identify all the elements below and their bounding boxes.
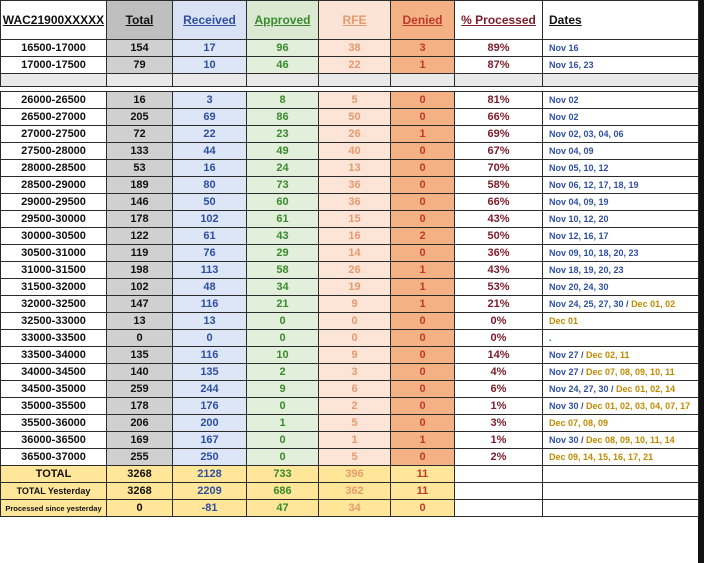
cell-processed[interactable]: 53% (455, 279, 543, 296)
cell-range[interactable]: 30500-31000 (1, 245, 107, 262)
table-row (1, 296, 699, 313)
summary-approved[interactable]: 733 (247, 466, 319, 483)
cell-approved[interactable]: 29 (247, 245, 319, 262)
summary-denied[interactable]: 11 (391, 483, 455, 500)
cell-dates[interactable] (543, 57, 699, 74)
table-row (1, 398, 699, 415)
dates-nov: Nov 09, 10, 18, 20, 23 (549, 247, 639, 258)
cell-range[interactable]: 31000-31500 (1, 262, 107, 279)
cell-received[interactable]: 167 (173, 432, 247, 449)
dates-nov: Nov 02 (549, 111, 579, 122)
cell-dates[interactable] (543, 296, 699, 313)
header-approved[interactable]: Approved (247, 1, 319, 40)
cell-denied[interactable]: 0 (391, 92, 455, 109)
dates-nov: Nov 16 (549, 42, 579, 53)
dates-dec: Dec 09, 14, 15, 16, 17, 21 (549, 451, 654, 462)
table-row (1, 313, 699, 330)
cell-dates[interactable] (543, 381, 699, 398)
cell-dates[interactable] (543, 449, 699, 466)
cell-rfe[interactable]: 16 (319, 228, 391, 245)
cell-rfe[interactable]: 14 (319, 245, 391, 262)
dates-nov: Nov 27 / (549, 349, 587, 360)
blank-row (1, 74, 699, 87)
cell-rfe[interactable]: 9 (319, 296, 391, 313)
cell-processed[interactable]: 43% (455, 262, 543, 279)
cell-approved[interactable]: 96 (247, 40, 319, 57)
cell-total[interactable]: 154 (107, 40, 173, 57)
cell-received[interactable]: 113 (173, 262, 247, 279)
cell-dates[interactable] (543, 177, 699, 194)
cell-received[interactable]: 13 (173, 313, 247, 330)
cell-processed[interactable]: 14% (455, 347, 543, 364)
cell-approved[interactable]: 2 (247, 364, 319, 381)
cell-received[interactable]: 116 (173, 296, 247, 313)
cell-received[interactable]: 116 (173, 347, 247, 364)
cell-approved[interactable]: 49 (247, 143, 319, 160)
cell-dates[interactable] (543, 347, 699, 364)
cell-range[interactable]: 34500-35000 (1, 381, 107, 398)
table-row (1, 449, 699, 466)
cell-rfe[interactable]: 13 (319, 160, 391, 177)
cell-processed[interactable]: 1% (455, 432, 543, 449)
cell-dates[interactable] (543, 143, 699, 160)
cell-denied[interactable]: 1 (391, 279, 455, 296)
summary-empty (455, 500, 543, 517)
cell-rfe[interactable]: 5 (319, 449, 391, 466)
summary-empty (543, 483, 699, 500)
cell-total[interactable]: 140 (107, 364, 173, 381)
cell-dates[interactable] (543, 109, 699, 126)
dates-nov: Nov 05, 10, 12 (549, 162, 609, 173)
cell-range[interactable]: 29500-30000 (1, 211, 107, 228)
cell-range[interactable]: 36000-36500 (1, 432, 107, 449)
cell-range[interactable]: 32500-33000 (1, 313, 107, 330)
cell-rfe[interactable]: 19 (319, 279, 391, 296)
cell-approved[interactable]: 58 (247, 262, 319, 279)
cell-range[interactable]: 33000-33500 (1, 330, 107, 347)
dates-dec: Dec 02, 11 (586, 349, 630, 360)
cell-total[interactable]: 146 (107, 194, 173, 211)
cell-received[interactable]: 3 (173, 92, 247, 109)
cell-total[interactable]: 178 (107, 398, 173, 415)
cell-denied[interactable]: 1 (391, 432, 455, 449)
cell-received[interactable]: 48 (173, 279, 247, 296)
cell-approved[interactable]: 86 (247, 109, 319, 126)
cell-denied[interactable]: 0 (391, 194, 455, 211)
cell-dates[interactable] (543, 92, 699, 109)
cell-denied[interactable]: 0 (391, 109, 455, 126)
cell-dates[interactable] (543, 211, 699, 228)
summary-label[interactable]: TOTAL (1, 466, 107, 483)
cell-rfe[interactable]: 3 (319, 364, 391, 381)
cell-rfe[interactable]: 1 (319, 432, 391, 449)
cell-range[interactable]: 35000-35500 (1, 398, 107, 415)
cell-rfe[interactable]: 15 (319, 211, 391, 228)
summary-total[interactable]: 0 (107, 500, 173, 517)
cell-total[interactable]: 205 (107, 109, 173, 126)
summary-empty (543, 500, 699, 517)
table-row (1, 364, 699, 381)
cell-denied[interactable]: 0 (391, 381, 455, 398)
cell-denied[interactable]: 0 (391, 398, 455, 415)
cell-total[interactable]: 102 (107, 279, 173, 296)
empty-cell (543, 74, 699, 87)
cell-rfe[interactable]: 36 (319, 177, 391, 194)
summary-label[interactable]: TOTAL Yesterday (1, 483, 107, 500)
cell-received[interactable]: 244 (173, 381, 247, 398)
cell-dates[interactable] (543, 126, 699, 143)
cell-approved[interactable]: 24 (247, 160, 319, 177)
cell-approved[interactable]: 43 (247, 228, 319, 245)
cell-total[interactable]: 206 (107, 415, 173, 432)
cell-processed[interactable]: 66% (455, 109, 543, 126)
dates-nov: Nov 24, 27, 30 / (549, 383, 617, 394)
dates-nov: Nov 16, 23 (549, 59, 594, 70)
empty-cell (455, 74, 543, 87)
dates-dec: Dec 01, 02, 14 (616, 383, 676, 394)
dates-nov: Nov 02, 03, 04, 06 (549, 128, 624, 139)
header-row (1, 1, 699, 40)
cell-denied[interactable]: 2 (391, 228, 455, 245)
summary-received[interactable]: 2128 (173, 466, 247, 483)
cell-range[interactable]: 33500-34000 (1, 347, 107, 364)
dates-nov: Nov 30 / (549, 400, 587, 411)
cell-total[interactable]: 135 (107, 347, 173, 364)
cell-dates[interactable] (543, 160, 699, 177)
cell-received[interactable]: 135 (173, 364, 247, 381)
cell-range[interactable]: 29000-29500 (1, 194, 107, 211)
cell-rfe[interactable]: 36 (319, 194, 391, 211)
cell-range[interactable]: 27000-27500 (1, 126, 107, 143)
cell-total[interactable]: 79 (107, 57, 173, 74)
cell-total[interactable]: 13 (107, 313, 173, 330)
summary-empty (455, 466, 543, 483)
cell-dates[interactable] (543, 279, 699, 296)
cell-approved[interactable]: 0 (247, 432, 319, 449)
cell-total[interactable]: 122 (107, 228, 173, 245)
table-row (1, 211, 699, 228)
cell-approved[interactable]: 0 (247, 313, 319, 330)
cell-denied[interactable]: 0 (391, 245, 455, 262)
cell-range[interactable]: 17000-17500 (1, 57, 107, 74)
cell-rfe[interactable]: 38 (319, 40, 391, 57)
table-row (1, 40, 699, 57)
summary-rfe[interactable]: 362 (319, 483, 391, 500)
cell-approved[interactable]: 60 (247, 194, 319, 211)
cell-approved[interactable]: 0 (247, 398, 319, 415)
cell-total[interactable]: 72 (107, 126, 173, 143)
empty-cell (173, 74, 247, 87)
cell-processed[interactable]: 0% (455, 313, 543, 330)
cell-processed[interactable]: 50% (455, 228, 543, 245)
cell-range[interactable]: 28500-29000 (1, 177, 107, 194)
header-rfe[interactable]: RFE (319, 1, 391, 40)
cell-dates[interactable] (543, 364, 699, 381)
cell-total[interactable]: 169 (107, 432, 173, 449)
table-row (1, 330, 699, 347)
cell-total[interactable]: 147 (107, 296, 173, 313)
cell-approved[interactable]: 61 (247, 211, 319, 228)
cell-range[interactable]: 27500-28000 (1, 143, 107, 160)
cell-range[interactable]: 34000-34500 (1, 364, 107, 381)
empty-cell (1, 74, 107, 87)
cell-denied[interactable]: 1 (391, 126, 455, 143)
cell-received[interactable]: 250 (173, 449, 247, 466)
summary-rfe[interactable]: 396 (319, 466, 391, 483)
cell-range[interactable]: 35500-36000 (1, 415, 107, 432)
dates-nov: Nov 30 / (549, 434, 587, 445)
cell-rfe[interactable]: 5 (319, 92, 391, 109)
summary-total[interactable]: 3268 (107, 466, 173, 483)
cell-total[interactable]: 53 (107, 160, 173, 177)
cell-processed[interactable]: 4% (455, 364, 543, 381)
cell-processed[interactable]: 58% (455, 177, 543, 194)
cell-processed[interactable]: 89% (455, 40, 543, 57)
dates-dec: Dec 07, 08, 09, 10, 11 (586, 366, 675, 377)
dates-nov: Nov 06, 12, 17, 18, 19 (549, 179, 639, 190)
cell-denied[interactable]: 0 (391, 211, 455, 228)
cell-range[interactable]: 36500-37000 (1, 449, 107, 466)
table-row (1, 177, 699, 194)
empty-cell (319, 74, 391, 87)
cell-denied[interactable]: 1 (391, 296, 455, 313)
table-row (1, 92, 699, 109)
dates-dec: Dec 01, 02 (631, 298, 676, 309)
cell-rfe[interactable]: 9 (319, 347, 391, 364)
cell-rfe[interactable]: 2 (319, 398, 391, 415)
table-row (1, 432, 699, 449)
cell-total[interactable]: 189 (107, 177, 173, 194)
summary-approved[interactable]: 686 (247, 483, 319, 500)
cell-denied[interactable]: 0 (391, 313, 455, 330)
cell-approved[interactable]: 73 (247, 177, 319, 194)
summary-denied[interactable]: 11 (391, 466, 455, 483)
cell-denied[interactable]: 1 (391, 262, 455, 279)
cell-processed[interactable]: 0% (455, 330, 543, 347)
cell-processed[interactable]: 6% (455, 381, 543, 398)
cell-received[interactable]: 0 (173, 330, 247, 347)
cell-dates[interactable] (543, 194, 699, 211)
cell-received[interactable]: 50 (173, 194, 247, 211)
dates-dec: Dec 08, 09, 10, 11, 14 (586, 434, 675, 445)
dates-nov: Nov 10, 12, 20 (549, 213, 609, 224)
table-row (1, 279, 699, 296)
cell-range[interactable]: 28000-28500 (1, 160, 107, 177)
cell-dates[interactable] (543, 330, 699, 347)
table-row (1, 347, 699, 364)
cell-range[interactable]: 26000-26500 (1, 92, 107, 109)
cell-processed[interactable]: 66% (455, 194, 543, 211)
cell-total[interactable]: 198 (107, 262, 173, 279)
cell-processed[interactable]: 21% (455, 296, 543, 313)
cell-total[interactable]: 259 (107, 381, 173, 398)
table-row (1, 109, 699, 126)
cell-dates[interactable] (543, 245, 699, 262)
cell-dates[interactable] (543, 228, 699, 245)
cell-denied[interactable]: 0 (391, 415, 455, 432)
cell-dates[interactable] (543, 313, 699, 330)
cell-total[interactable]: 0 (107, 330, 173, 347)
cell-dates[interactable] (543, 415, 699, 432)
table-row (1, 415, 699, 432)
cell-processed[interactable]: 69% (455, 126, 543, 143)
cell-rfe[interactable]: 5 (319, 415, 391, 432)
cell-received[interactable]: 16 (173, 160, 247, 177)
cell-rfe[interactable]: 6 (319, 381, 391, 398)
cell-approved[interactable]: 10 (247, 347, 319, 364)
dates-dec: Dec 07, 08, 09 (549, 417, 609, 428)
dates-nov: Nov 20, 24, 30 (549, 281, 609, 292)
header-total[interactable]: Total (107, 1, 173, 40)
dates-dec: Dec 01 (549, 315, 579, 326)
summary-row (1, 500, 699, 517)
cell-dates[interactable] (543, 40, 699, 57)
header-processed[interactable]: % Processed (455, 1, 543, 40)
cell-denied[interactable]: 0 (391, 160, 455, 177)
summary-row (1, 466, 699, 483)
cell-rfe[interactable]: 0 (319, 330, 391, 347)
cell-rfe[interactable]: 50 (319, 109, 391, 126)
cell-processed[interactable]: 87% (455, 57, 543, 74)
dates-nov: Nov 04, 09 (549, 145, 594, 156)
dates-nov: . (549, 332, 552, 343)
cell-denied[interactable]: 0 (391, 143, 455, 160)
cell-received[interactable]: 44 (173, 143, 247, 160)
cell-received[interactable]: 22 (173, 126, 247, 143)
cell-rfe[interactable]: 40 (319, 143, 391, 160)
cell-processed[interactable]: 81% (455, 92, 543, 109)
summary-row (1, 483, 699, 500)
cell-total[interactable]: 16 (107, 92, 173, 109)
empty-cell (247, 74, 319, 87)
table-row (1, 194, 699, 211)
summary-received[interactable]: -81 (173, 500, 247, 517)
dates-nov: Nov 27 / (549, 366, 587, 377)
cell-received[interactable]: 10 (173, 57, 247, 74)
cell-processed[interactable]: 1% (455, 398, 543, 415)
summary-empty (455, 483, 543, 500)
cell-received[interactable]: 80 (173, 177, 247, 194)
cell-approved[interactable]: 34 (247, 279, 319, 296)
dates-nov: Nov 24, 25, 27, 30 / (549, 298, 632, 309)
cell-total[interactable]: 133 (107, 143, 173, 160)
table-row (1, 381, 699, 398)
dates-dec: Dec 01, 02, 03, 04, 07, 17 (586, 400, 691, 411)
cell-rfe[interactable]: 0 (319, 313, 391, 330)
dates-nov: Nov 02 (549, 94, 579, 105)
cell-approved[interactable]: 23 (247, 126, 319, 143)
cell-processed[interactable]: 43% (455, 211, 543, 228)
table-row (1, 228, 699, 245)
cell-approved[interactable]: 46 (247, 57, 319, 74)
cell-received[interactable]: 176 (173, 398, 247, 415)
cell-approved[interactable]: 0 (247, 330, 319, 347)
cell-denied[interactable]: 0 (391, 177, 455, 194)
cell-processed[interactable]: 36% (455, 245, 543, 262)
cell-range[interactable]: 26500-27000 (1, 109, 107, 126)
header-denied[interactable]: Denied (391, 1, 455, 40)
cell-denied[interactable]: 0 (391, 364, 455, 381)
table-row (1, 245, 699, 262)
cell-received[interactable]: 76 (173, 245, 247, 262)
cell-denied[interactable]: 1 (391, 57, 455, 74)
cell-received[interactable]: 17 (173, 40, 247, 57)
table-row (1, 143, 699, 160)
cell-approved[interactable]: 0 (247, 449, 319, 466)
cell-range[interactable]: 16500-17000 (1, 40, 107, 57)
cell-total[interactable]: 119 (107, 245, 173, 262)
cell-denied[interactable]: 0 (391, 449, 455, 466)
table-row (1, 126, 699, 143)
cell-range[interactable]: 30000-30500 (1, 228, 107, 245)
empty-cell (107, 74, 173, 87)
table-row (1, 262, 699, 279)
dates-nov: Nov 18, 19, 20, 23 (549, 264, 624, 275)
cell-range[interactable]: 32000-32500 (1, 296, 107, 313)
cell-received[interactable]: 102 (173, 211, 247, 228)
cell-dates[interactable] (543, 262, 699, 279)
cell-denied[interactable]: 3 (391, 40, 455, 57)
cell-rfe[interactable]: 26 (319, 126, 391, 143)
header-received[interactable]: Received (173, 1, 247, 40)
cell-total[interactable]: 178 (107, 211, 173, 228)
cell-dates[interactable] (543, 432, 699, 449)
cell-approved[interactable]: 21 (247, 296, 319, 313)
summary-rfe[interactable]: 34 (319, 500, 391, 517)
cell-received[interactable]: 69 (173, 109, 247, 126)
cell-approved[interactable]: 8 (247, 92, 319, 109)
empty-cell (391, 74, 455, 87)
cell-approved[interactable]: 9 (247, 381, 319, 398)
cell-processed[interactable]: 67% (455, 143, 543, 160)
cell-denied[interactable]: 0 (391, 347, 455, 364)
cell-received[interactable]: 61 (173, 228, 247, 245)
cell-approved[interactable]: 1 (247, 415, 319, 432)
cell-range[interactable]: 31500-32000 (1, 279, 107, 296)
cell-processed[interactable]: 70% (455, 160, 543, 177)
cell-total[interactable]: 255 (107, 449, 173, 466)
table-row (1, 57, 699, 74)
cell-received[interactable]: 200 (173, 415, 247, 432)
table-body (1, 40, 699, 517)
header-dates[interactable]: Dates (543, 1, 699, 40)
summary-denied[interactable]: 0 (391, 500, 455, 517)
cell-processed[interactable]: 2% (455, 449, 543, 466)
summary-empty (543, 466, 699, 483)
dates-nov: Nov 04, 09, 19 (549, 196, 609, 207)
table-row (1, 160, 699, 177)
cell-processed[interactable]: 3% (455, 415, 543, 432)
summary-received[interactable]: 2209 (173, 483, 247, 500)
header-range[interactable]: WAC21900XXXXX (1, 1, 107, 40)
cell-rfe[interactable]: 26 (319, 262, 391, 279)
cell-dates[interactable] (543, 398, 699, 415)
summary-total[interactable]: 3268 (107, 483, 173, 500)
cell-denied[interactable]: 0 (391, 330, 455, 347)
cell-rfe[interactable]: 22 (319, 57, 391, 74)
summary-approved[interactable]: 47 (247, 500, 319, 517)
dates-nov: Nov 12, 16, 17 (549, 230, 609, 241)
summary-label[interactable]: Processed since yesterday (1, 500, 107, 517)
